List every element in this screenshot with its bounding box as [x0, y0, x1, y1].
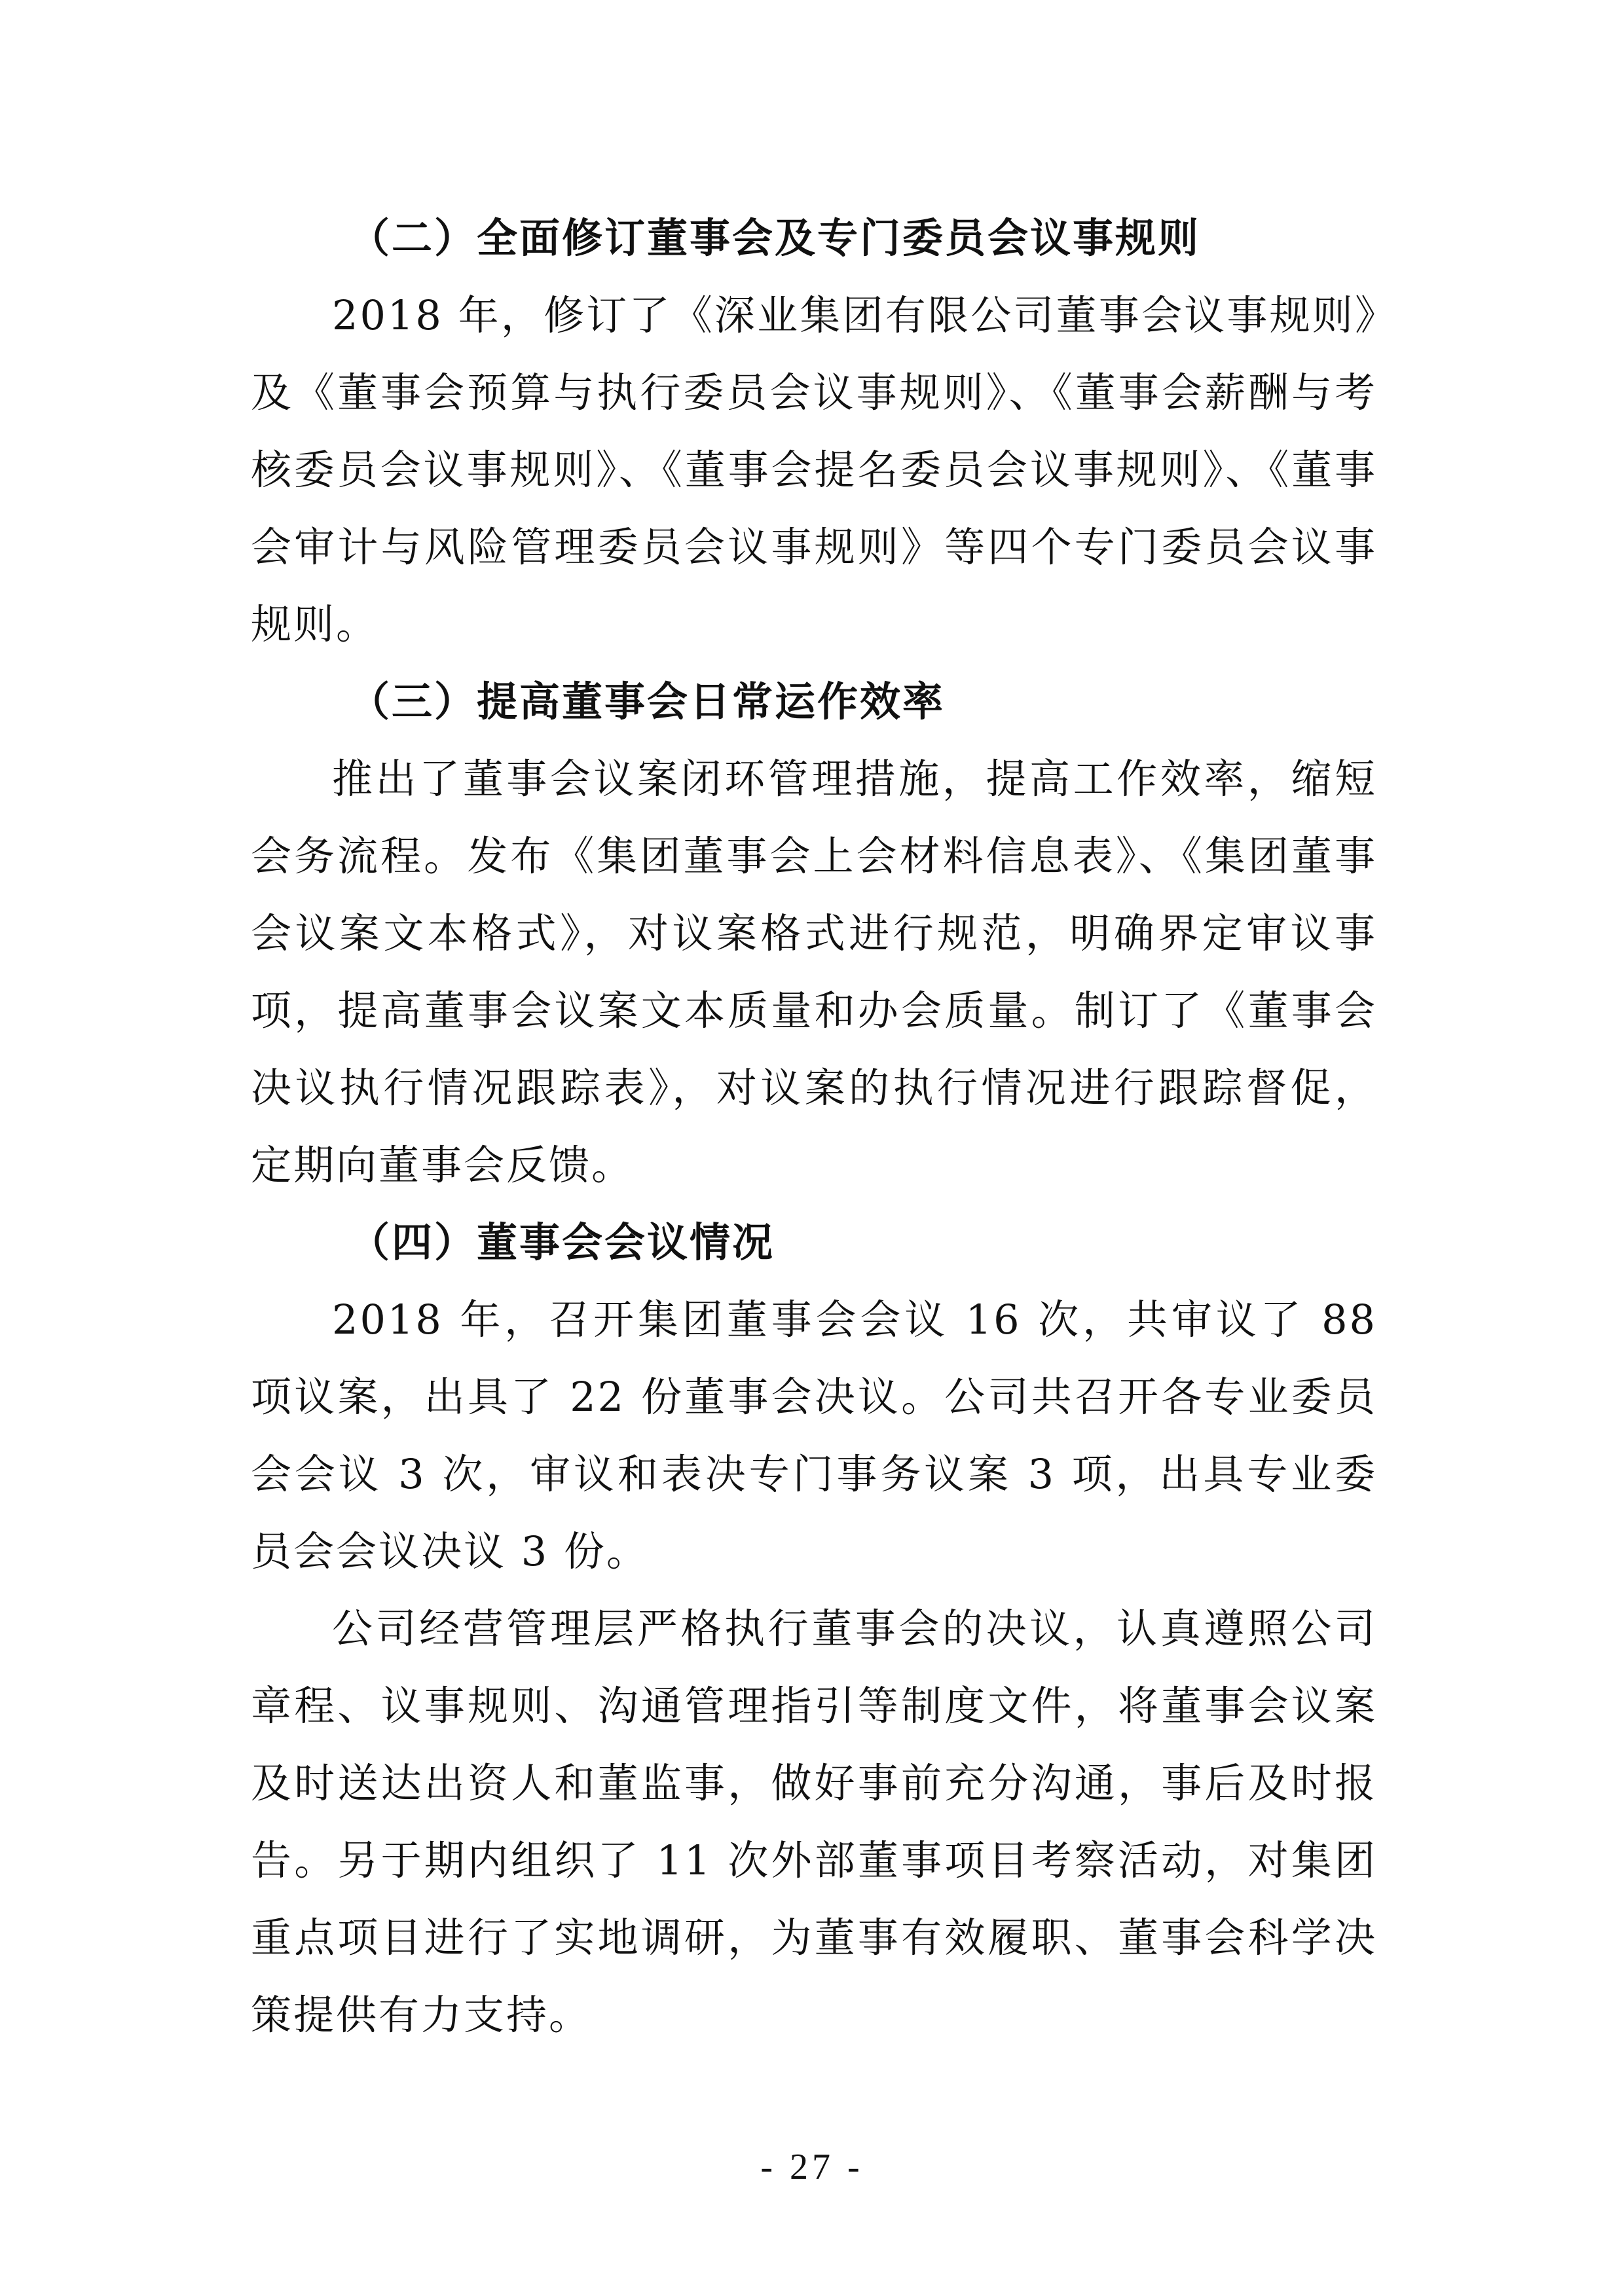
paragraph: 公司经营管理层严格执行董事会的决议，认真遵照公司章程、议事规则、沟通管理指引等制度文件，将董事会议案及时送达出资人和董监事，做好事前充分沟通，事后及时报告。另于期内组织了 11 次外部董事项目考察活动，对集团重点项目进行了实地调研，为董事有效履职、董事会科学决策提供有力支持。 — [251, 1605, 1377, 2039]
paragraph: 推出了董事会议案闭环管理措施，提高工作效率，缩短会务流程。发布《集团董事会上会材料信息表》、《集团董事会议案文本格式》，对议案格式进行规范，明确界定审议事项，提高董事会议案文本质量和办会质量。制订了《董事会决议执行情况跟踪表》，对议案的执行情况进行跟踪督促，定期向董事会反馈。 — [251, 755, 1377, 1189]
section-body — [251, 277, 1377, 663]
section-heading: （四）董事会会议情况 — [349, 1218, 775, 1266]
section-body — [251, 740, 1377, 1204]
section-board-rules-revision — [251, 200, 1377, 663]
paragraph: 2018 年，修订了《深业集团有限公司董事会议事规则》及《董事会预算与执行委员会议事规则》、《董事会薪酬与考核委员会议事规则》、《董事会提名委员会议事规则》、《董事会审计与风险管理委员会议事规则》等四个专门委员会议事规则。 — [251, 291, 1377, 648]
page-number: - 27 - — [760, 2147, 864, 2187]
section-body — [251, 1281, 1377, 2054]
section-board-meetings — [251, 1204, 1377, 2054]
paragraph: 2018 年，召开集团董事会会议 16 次，共审议了 88 项议案，出具了 22 份董事会决议。公司共召开各专业委员会会议 3 次，审议和表决专门事务议案 3 项，出具专业委员会会议决议 3 份。 — [251, 1296, 1377, 1575]
section-heading: （三）提高董事会日常运作效率 — [349, 678, 946, 725]
section-board-efficiency — [251, 663, 1377, 1204]
page-body — [251, 200, 1377, 2054]
section-heading: （二）全面修订董事会及专门委员会议事规则 — [349, 214, 1201, 262]
